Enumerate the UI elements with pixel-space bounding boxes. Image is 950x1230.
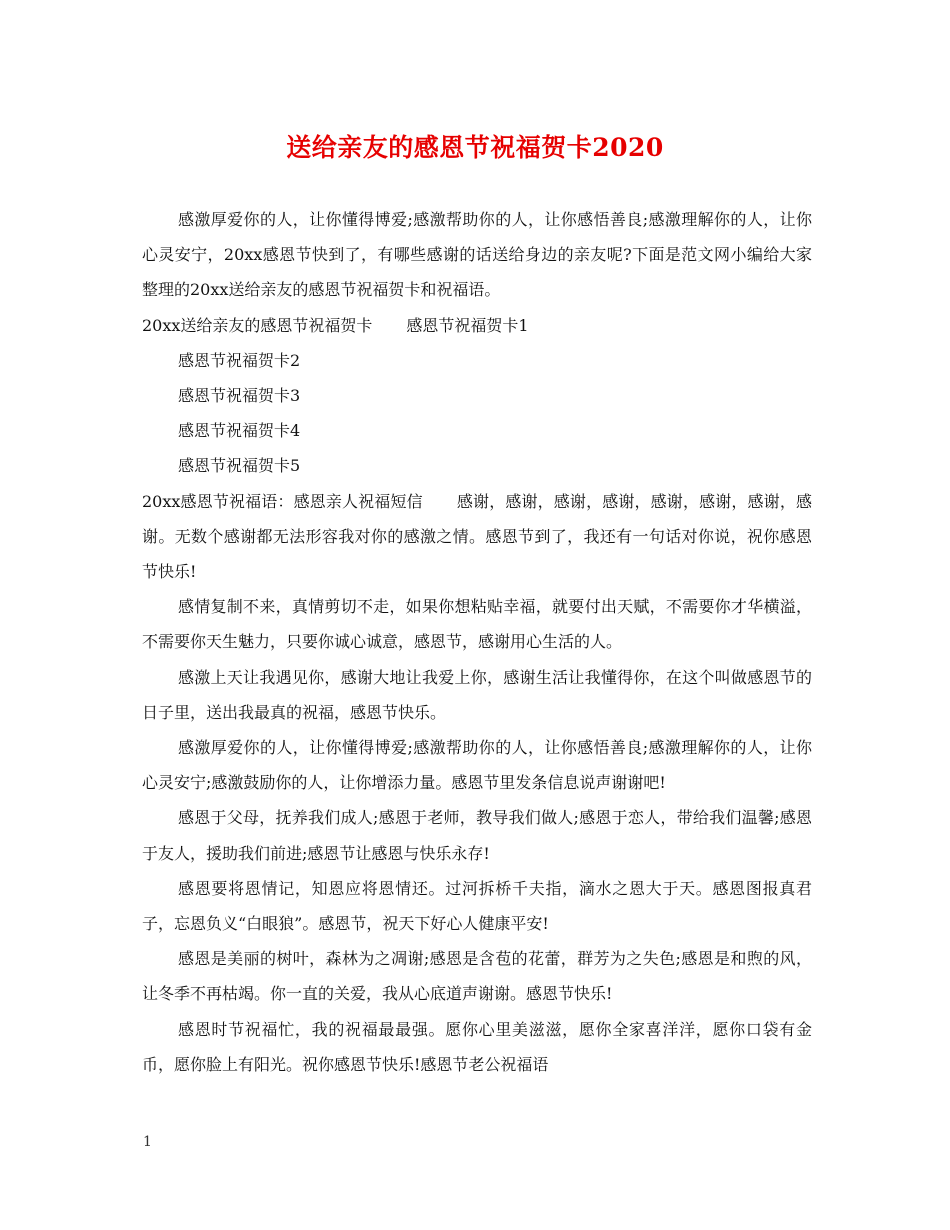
- body-paragraph: 感情复制不来，真情剪切不走，如果你想粘贴幸福，就要付出天赋，不需要你才华横溢，不需要你天生魅力，只要你诚心诚意，感恩节，感谢用心生活的人。: [142, 597, 812, 652]
- toc-heading: 20xx送给亲友的感恩节祝福贺卡: [142, 315, 373, 335]
- body-paragraph: 感恩要将恩情记，知恩应将恩情还。过河拆桥千夫指，滴水之恩大于天。感恩图报真君子，忘恩负义“白眼狼”。感恩节，祝天下好心人健康平安!: [142, 878, 812, 934]
- body-paragraph: 感激厚爱你的人，让你懂得博爱;感激帮助你的人，让你感悟善良;感激理解你的人，让你心灵安宁;感激鼓励你的人，让你增添力量。感恩节里发条信息说声谢谢吧!: [142, 738, 812, 793]
- section-heading: 20xx感恩节祝福语：感恩亲人祝福短信: [142, 491, 423, 511]
- document-title: 送给亲友的感恩节祝福贺卡2020: [286, 133, 664, 162]
- body-paragraph: 感恩时节祝福忙，我的祝福最最强。愿你心里美滋滋，愿你全家喜洋洋，愿你口袋有金币，愿你脸上有阳光。祝你感恩节快乐!感恩节老公祝福语: [142, 1019, 812, 1074]
- page-number: 1: [143, 1134, 152, 1150]
- body-paragraph: 感激上天让我遇见你，感谢大地让我爱上你，感谢生活让我懂得你，在这个叫做感恩节的日子里，送出我最真的祝福，感恩节快乐。: [142, 667, 812, 722]
- toc-item: 感恩节祝福贺卡1: [406, 315, 529, 335]
- section-paragraph: [142, 484, 812, 590]
- body-paragraph: 感恩于父母，抚养我们成人;感恩于老师，教导我们做人;感恩于恋人，带给我们温馨;感恩于友人，援助我们前进;感恩节让感恩与快乐永存!: [142, 808, 812, 863]
- toc-item: 感恩节祝福贺卡2: [178, 350, 301, 370]
- intro-paragraph: 感激厚爱你的人，让你懂得博爱;感激帮助你的人，让你感悟善良;感激理解你的人，让你心灵安宁，20xx感恩节快到了，有哪些感谢的话送给身边的亲友呢?下面是范文网小编给大家整理的20xx送给亲友的感恩节祝福贺卡和祝福语。: [142, 210, 812, 300]
- toc-item: 感恩节祝福贺卡3: [178, 386, 301, 406]
- toc-item: 感恩节祝福贺卡5: [178, 456, 301, 476]
- document-body: [142, 202, 812, 1082]
- toc-item: 感恩节祝福贺卡4: [178, 421, 301, 441]
- body-paragraph: 感恩是美丽的树叶，森林为之凋谢;感恩是含苞的花蕾，群芳为之失色;感恩是和煦的风，让冬季不再枯竭。你一直的关爱，我从心底道声谢谢。感恩节快乐!: [142, 949, 812, 1004]
- toc-line: [142, 308, 812, 343]
- section-first-text: 感谢，感谢，感谢，感谢，感谢，感谢，感谢，感谢。无数个感谢都无法形容我对你的感激之情。感恩节到了，我还有一句话对你说，祝你感恩节快乐!: [142, 491, 812, 582]
